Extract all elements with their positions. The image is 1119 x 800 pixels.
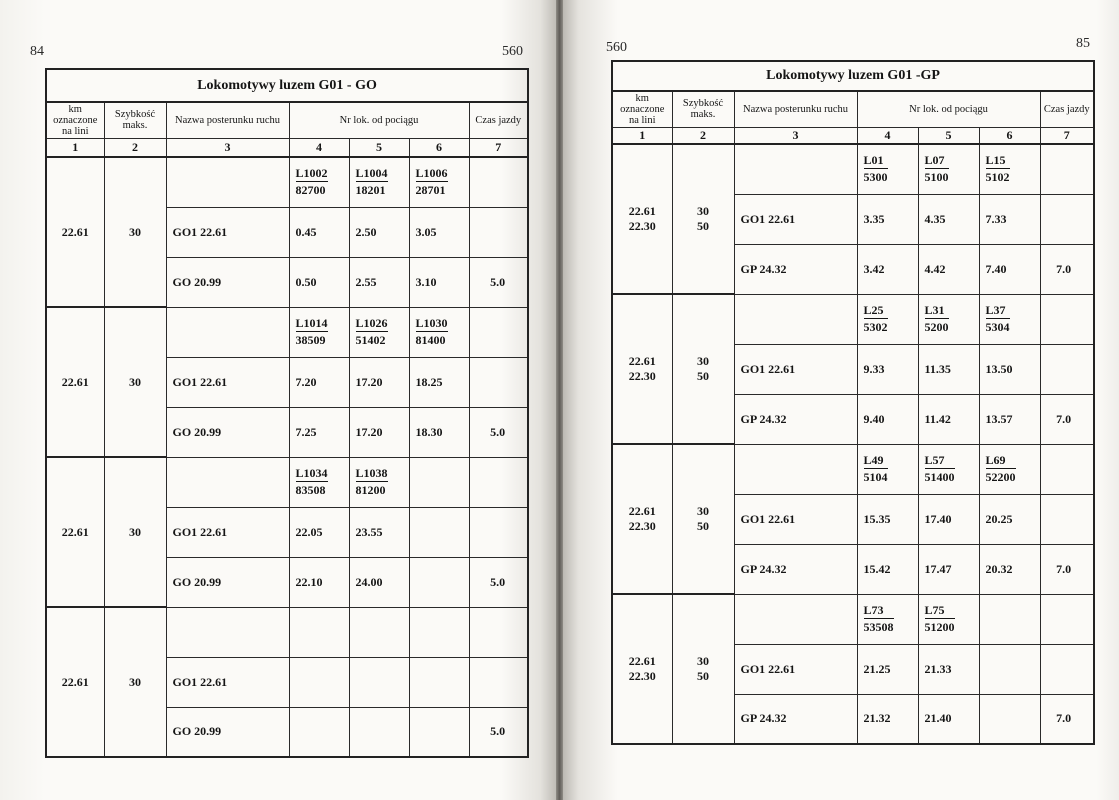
time-cell: 3.05 (409, 207, 469, 257)
loco-id: L1002 (295, 166, 328, 181)
time-cell: 9.33 (857, 344, 918, 394)
loco-number-cell (918, 444, 979, 494)
travel-time-empty-cell (469, 457, 528, 507)
page-number-left: 560 (606, 40, 627, 55)
travel-time-cell (1040, 644, 1094, 694)
time-cell: 22.10 (289, 557, 349, 607)
header-speed: Szybkość maks. (104, 102, 166, 138)
loco-id: L57 (925, 453, 955, 469)
loco-number-cell (979, 444, 1040, 494)
time-cell: 17.47 (918, 544, 979, 594)
train-number: 51400 (924, 470, 955, 484)
time-cell (979, 644, 1040, 694)
loco-number (986, 303, 1010, 334)
train-number: 82700 (295, 183, 326, 198)
loco-number (356, 166, 388, 197)
time-cell: 3.10 (409, 257, 469, 307)
train-number: 83508 (295, 483, 326, 497)
table-title: Lokomotywy luzem G01 - GO (46, 69, 528, 102)
station-name: GP 24.32 (734, 394, 857, 444)
travel-time-cell: 5.0 (469, 707, 528, 757)
time-cell: 24.00 (349, 557, 409, 607)
header-loco-number: Nr lok. od pociągu (857, 91, 1040, 127)
speed-cell: 30 50 (672, 294, 734, 444)
column-number: 6 (409, 138, 469, 157)
loco-number-cell (918, 594, 979, 644)
km-cell: 22.61 (46, 307, 104, 457)
station-empty-cell (166, 607, 289, 657)
time-cell: 2.50 (349, 207, 409, 257)
time-cell: 18.25 (409, 357, 469, 407)
book-gutter (556, 0, 563, 800)
time-cell (349, 707, 409, 757)
loco-number-cell (857, 444, 918, 494)
loco-number (416, 316, 448, 347)
speed-cell: 30 50 (672, 594, 734, 744)
loco-number-cell (289, 307, 349, 357)
loco-id: L25 (864, 303, 888, 319)
time-cell: 13.57 (979, 394, 1040, 444)
loco-number-cell (979, 594, 1040, 644)
loco-row (46, 607, 528, 657)
train-number: 5100 (924, 170, 949, 185)
page-number-right: 85 (1076, 36, 1090, 51)
loco-number-cell (349, 157, 409, 207)
travel-time-cell (1040, 194, 1094, 244)
column-number: 3 (734, 127, 857, 144)
station-empty-cell (166, 307, 289, 357)
loco-id: L1026 (355, 316, 388, 330)
loco-row (612, 294, 1094, 344)
station-empty-cell (166, 157, 289, 207)
travel-time-cell: 5.0 (469, 407, 528, 457)
page-number-left: 84 (30, 44, 44, 59)
loco-id: L1006 (415, 166, 448, 181)
column-number: 2 (672, 127, 734, 144)
time-cell: 3.35 (857, 194, 918, 244)
time-cell (409, 557, 469, 607)
table-title: Lokomotywy luzem G01 -GP (612, 61, 1094, 91)
time-cell: 18.30 (409, 407, 469, 457)
travel-time-cell (469, 657, 528, 707)
loco-row (46, 457, 528, 507)
km-cell: 22.61 22.30 (612, 594, 672, 744)
time-cell: 15.35 (857, 494, 918, 544)
loco-id: L1034 (295, 466, 328, 480)
travel-time-empty-cell (1040, 144, 1094, 194)
loco-id: L37 (986, 303, 1010, 319)
loco-number-cell (409, 157, 469, 207)
loco-number (864, 453, 888, 484)
loco-number (356, 466, 388, 497)
time-cell: 4.42 (918, 244, 979, 294)
loco-id: L1004 (355, 166, 388, 181)
station-name: GO1 22.61 (734, 344, 857, 394)
column-number: 3 (166, 138, 289, 157)
travel-time-empty-cell (1040, 294, 1094, 344)
train-number: 81400 (415, 333, 446, 347)
time-cell: 23.55 (349, 507, 409, 557)
page-number-right: 560 (502, 44, 523, 59)
travel-time-cell (469, 507, 528, 557)
time-cell (979, 694, 1040, 744)
train-number: 81200 (355, 483, 386, 497)
timetable-right (611, 60, 1095, 745)
loco-number (925, 153, 949, 184)
loco-row (612, 444, 1094, 494)
loco-number-cell (918, 144, 979, 194)
time-cell: 21.40 (918, 694, 979, 744)
station-name: GO1 22.61 (734, 494, 857, 544)
time-cell: 17.40 (918, 494, 979, 544)
time-cell: 0.50 (289, 257, 349, 307)
train-number: 5102 (985, 170, 1010, 185)
speed-cell: 30 (104, 157, 166, 307)
time-cell (289, 707, 349, 757)
loco-row (612, 144, 1094, 194)
title-row (46, 69, 528, 102)
loco-number-cell (979, 294, 1040, 344)
station-name: GO 20.99 (166, 557, 289, 607)
travel-time-empty-cell (469, 157, 528, 207)
loco-number-cell (349, 607, 409, 657)
column-number: 1 (46, 138, 104, 157)
time-cell: 2.55 (349, 257, 409, 307)
loco-id: L69 (986, 453, 1016, 469)
km-cell: 22.61 (46, 457, 104, 607)
loco-number-cell (349, 457, 409, 507)
loco-id: L01 (864, 153, 888, 169)
time-cell: 11.35 (918, 344, 979, 394)
km-cell: 22.61 22.30 (612, 144, 672, 294)
station-empty-cell (734, 294, 857, 344)
loco-number-cell (857, 294, 918, 344)
km-cell: 22.61 (46, 607, 104, 757)
loco-number (864, 153, 888, 184)
travel-time-cell (469, 207, 528, 257)
loco-number (864, 603, 894, 634)
station-name: GO1 22.61 (166, 507, 289, 557)
time-cell: 7.20 (289, 357, 349, 407)
station-empty-cell (734, 444, 857, 494)
train-number: 5302 (863, 320, 888, 334)
loco-id: L49 (864, 453, 888, 469)
column-number: 5 (918, 127, 979, 144)
time-cell: 9.40 (857, 394, 918, 444)
header-km: km oznaczone na lini (612, 91, 672, 127)
time-cell (349, 657, 409, 707)
header-row (612, 91, 1094, 127)
time-cell: 0.45 (289, 207, 349, 257)
time-cell: 20.25 (979, 494, 1040, 544)
title-row (612, 61, 1094, 91)
timetable-left (45, 68, 529, 758)
train-number: 52200 (985, 470, 1016, 484)
loco-number (925, 453, 955, 484)
loco-row (46, 307, 528, 357)
train-number: 51402 (355, 333, 386, 347)
time-cell: 22.05 (289, 507, 349, 557)
speed-cell: 30 50 (672, 144, 734, 294)
header-km: km oznaczone na lini (46, 102, 104, 138)
train-number: 38509 (295, 333, 326, 347)
header-station: Nazwa posterunku ruchu (734, 91, 857, 127)
loco-number (296, 466, 328, 497)
loco-id: L1030 (415, 316, 448, 330)
travel-time-cell (1040, 494, 1094, 544)
train-number: 51200 (924, 620, 955, 634)
train-number: 5104 (863, 470, 888, 484)
loco-number-cell (289, 157, 349, 207)
time-cell (409, 707, 469, 757)
time-cell (289, 657, 349, 707)
loco-id: L15 (986, 153, 1010, 169)
loco-id: L1014 (295, 316, 328, 330)
time-cell: 20.32 (979, 544, 1040, 594)
loco-id: L73 (864, 603, 894, 619)
time-cell: 7.40 (979, 244, 1040, 294)
loco-id: L75 (925, 603, 955, 619)
train-number: 28701 (415, 183, 446, 198)
speed-cell: 30 50 (672, 444, 734, 594)
train-number: 5300 (863, 170, 888, 185)
loco-row (612, 594, 1094, 644)
travel-time-empty-cell (1040, 444, 1094, 494)
column-number-row (612, 127, 1094, 144)
time-cell: 7.25 (289, 407, 349, 457)
loco-number (986, 453, 1016, 484)
loco-number-cell (979, 144, 1040, 194)
column-number: 2 (104, 138, 166, 157)
station-name: GP 24.32 (734, 244, 857, 294)
time-cell: 21.33 (918, 644, 979, 694)
travel-time-empty-cell (469, 607, 528, 657)
loco-number (864, 303, 888, 334)
header-station: Nazwa posterunku ruchu (166, 102, 289, 138)
column-number: 7 (469, 138, 528, 157)
loco-number (416, 166, 448, 197)
time-cell: 21.25 (857, 644, 918, 694)
time-cell: 7.33 (979, 194, 1040, 244)
header-travel-time: Czas jazdy (1040, 91, 1094, 127)
loco-number (925, 303, 949, 334)
station-empty-cell (734, 144, 857, 194)
loco-id: L07 (925, 153, 949, 169)
loco-number (296, 166, 328, 197)
train-number: 5200 (924, 320, 949, 334)
travel-time-empty-cell (1040, 594, 1094, 644)
km-cell: 22.61 22.30 (612, 294, 672, 444)
time-cell: 21.32 (857, 694, 918, 744)
station-name: GP 24.32 (734, 694, 857, 744)
column-number: 7 (1040, 127, 1094, 144)
time-cell: 13.50 (979, 344, 1040, 394)
km-cell: 22.61 22.30 (612, 444, 672, 594)
time-cell: 15.42 (857, 544, 918, 594)
travel-time-empty-cell (469, 307, 528, 357)
column-number: 4 (289, 138, 349, 157)
loco-number-cell (349, 307, 409, 357)
column-number: 4 (857, 127, 918, 144)
loco-number-cell (409, 607, 469, 657)
travel-time-cell: 7.0 (1040, 694, 1094, 744)
station-name: GO1 22.61 (734, 194, 857, 244)
station-name: GP 24.32 (734, 544, 857, 594)
travel-time-cell (469, 357, 528, 407)
loco-number-cell (918, 294, 979, 344)
loco-id: L1038 (355, 466, 388, 480)
km-cell: 22.61 (46, 157, 104, 307)
loco-number-cell (409, 307, 469, 357)
speed-cell: 30 (104, 457, 166, 607)
column-number: 6 (979, 127, 1040, 144)
station-name: GO 20.99 (166, 707, 289, 757)
station-empty-cell (734, 594, 857, 644)
loco-row (46, 157, 528, 207)
loco-number (356, 316, 388, 347)
time-cell (409, 657, 469, 707)
station-name: GO1 22.61 (166, 657, 289, 707)
time-cell: 3.42 (857, 244, 918, 294)
station-empty-cell (166, 457, 289, 507)
loco-id: L31 (925, 303, 949, 319)
time-cell: 4.35 (918, 194, 979, 244)
column-number-row (46, 138, 528, 157)
time-cell: 17.20 (349, 357, 409, 407)
train-number: 18201 (355, 183, 386, 198)
station-name: GO1 22.61 (734, 644, 857, 694)
header-row (46, 102, 528, 138)
header-travel-time: Czas jazdy (469, 102, 528, 138)
travel-time-cell (1040, 344, 1094, 394)
loco-number (986, 153, 1010, 184)
station-name: GO 20.99 (166, 257, 289, 307)
speed-cell: 30 (104, 307, 166, 457)
station-name: GO1 22.61 (166, 207, 289, 257)
travel-time-cell: 5.0 (469, 557, 528, 607)
travel-time-cell: 5.0 (469, 257, 528, 307)
header-speed: Szybkość maks. (672, 91, 734, 127)
loco-number-cell (289, 457, 349, 507)
loco-number-cell (289, 607, 349, 657)
loco-number (925, 603, 955, 634)
column-number: 5 (349, 138, 409, 157)
loco-number-cell (857, 144, 918, 194)
station-name: GO1 22.61 (166, 357, 289, 407)
travel-time-cell: 7.0 (1040, 394, 1094, 444)
train-number: 53508 (863, 620, 894, 634)
loco-number (296, 316, 328, 347)
travel-time-cell: 7.0 (1040, 244, 1094, 294)
station-name: GO 20.99 (166, 407, 289, 457)
loco-number-cell (857, 594, 918, 644)
column-number: 1 (612, 127, 672, 144)
loco-number-cell (409, 457, 469, 507)
train-number: 5304 (985, 320, 1010, 334)
speed-cell: 30 (104, 607, 166, 757)
header-loco-number: Nr lok. od pociągu (289, 102, 469, 138)
time-cell: 11.42 (918, 394, 979, 444)
time-cell: 17.20 (349, 407, 409, 457)
travel-time-cell: 7.0 (1040, 544, 1094, 594)
time-cell (409, 507, 469, 557)
